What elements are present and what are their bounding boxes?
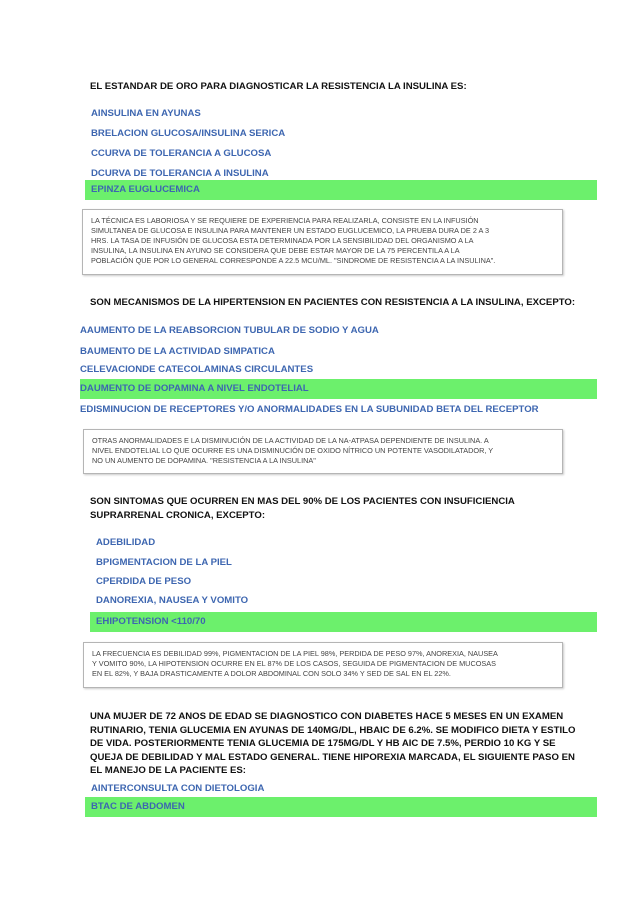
explanation-line: HRS. LA TASA DE INFUSIÓN DE GLUCOSA ESTA DETERMINADA POR LA SENSIBILIDAD DEL ORGANISMO A LA — [91, 235, 474, 245]
question-1-option-a[interactable]: AINSULINA EN AYUNAS — [91, 108, 201, 119]
question-line: QUEJA DE DEBILIDAD Y MAL ESTADO GENERAL. TIENE HIPOREXIA MARCADA, EL SIGUIENTE PASO EN — [90, 751, 575, 763]
question-2-option-a[interactable]: AAUMENTO DE LA REABSORCION TUBULAR DE SODIO Y AGUA — [80, 325, 379, 336]
question-4-option-a[interactable]: AINTERCONSULTA CON DIETOLOGIA — [91, 783, 265, 794]
question-line: UNA MUJER DE 72 ANOS DE EDAD SE DIAGNOSTICO CON DIABETES HACE 5 MESES EN UN EXAMEN — [90, 711, 564, 722]
question-2-option-c[interactable]: CELEVACIONDE CATECOLAMINAS CIRCULANTES — [80, 364, 314, 375]
question-1-option-e-correct[interactable]: EPINZA EUGLUCEMICA — [85, 180, 597, 200]
question-1-option-b[interactable]: BRELACION GLUCOSA/INSULINA SERICA — [91, 128, 286, 139]
question-1-explanation — [82, 209, 563, 275]
question-4-text — [90, 710, 575, 778]
explanation-line: NIVEL ENDOTELIAL LO QUE OCURRE ES UNA DISMINUCIÓN DE OXIDO NÍTRICO UN POTENTE VASODILATADOR, Y — [92, 445, 494, 455]
question-line: DE VIDA. POSTERIORMENTE TENIA GLUCEMIA DE 175MG/DL Y HB AIC DE 7.5%, PERDIO 10 KG Y SE — [90, 738, 556, 749]
explanation-line: INSULINA, LA INSULINA EN AYUNO SE CONSIDERA QUE DEBE ESTAR MAYOR DE LA 75 PERCENTILA A LA — [91, 245, 460, 255]
question-3-text — [90, 495, 515, 522]
question-2-option-d-correct[interactable]: DAUMENTO DE DOPAMINA A NIVEL ENDOTELIAL — [80, 379, 597, 399]
explanation-line: LA TÉCNICA ES LABORIOSA Y SE REQUIERE DE EXPERIENCIA PARA REALIZARLA, CONSISTE EN LA INFUSIÓN — [91, 216, 479, 225]
explanation-line: POBLACIÓN QUE POR LO GENERAL CORRESPONDE A 22.5 MCU/ML. "SINDROME DE RESISTENCIA A LA INSULINA". — [91, 255, 496, 265]
question-2-explanation — [83, 429, 563, 474]
question-3-option-a[interactable]: ADEBILIDAD — [96, 537, 156, 548]
question-line: EL MANEJO DE LA PACIENTE ES: — [90, 765, 247, 776]
explanation-line: LA FRECUENCIA ES DEBILIDAD 99%, PIGMENTACION DE LA PIEL 98%, PERDIDA DE PESO 97%, ANOREXIA, NAUSEA — [92, 649, 498, 658]
question-2-text: SON MECANISMOS DE LA HIPERTENSION EN PACIENTES CON RESISTENCIA A LA INSULINA, EXCEPTO: — [90, 297, 576, 308]
question-4-option-b-correct[interactable]: BTAC DE ABDOMEN — [85, 797, 597, 817]
explanation-line: Y VOMITO 90%, LA HIPOTENSION OCURRE EN EL 87% DE LOS CASOS, SEGUIDA DE PIGMENTACION DE MUCOSAS — [92, 658, 496, 668]
explanation-line: SIMULTANEA DE GLUCOSA E INSULINA PARA MANTENER UN ESTADO EUGLUCEMICO, LA PRUEBA DURA DE 2 A 3 — [91, 225, 490, 235]
question-1-option-c[interactable]: CCURVA DE TOLERANCIA A GLUCOSA — [91, 148, 272, 159]
question-line: SON SINTOMAS QUE OCURREN EN MAS DEL 90% DE LOS PACIENTES CON INSUFICIENCIA — [90, 496, 515, 507]
question-2-option-e[interactable]: EDISMINUCION DE RECEPTORES Y/O ANORMALIDADES EN LA SUBUNIDAD BETA DEL RECEPTOR — [80, 404, 539, 415]
question-1-option-d[interactable]: DCURVA DE TOLERANCIA A INSULINA — [91, 168, 269, 179]
explanation-line: EN EL 82%, Y BAJA DRASTICAMENTE A DOLOR ABDOMINAL CON SOLO 34% Y SED DE SAL EN EL 22%. — [92, 668, 451, 678]
question-2-option-b[interactable]: BAUMENTO DE LA ACTIVIDAD SIMPATICA — [80, 346, 275, 357]
explanation-line: OTRAS ANORMALIDADES E LA DISMINUCIÓN DE LA ACTIVIDAD DE LA NA-ATPASA DEPENDIENTE DE INSULINA. A — [92, 436, 489, 445]
question-3-option-d[interactable]: DANOREXIA, NAUSEA Y VOMITO — [96, 595, 249, 606]
question-line: RUTINARIO, TENIA GLUCEMIA EN AYUNAS DE 140MG/DL, HBAIC DE 6.2%. SE MODIFICO DIETA Y ESTILO — [90, 724, 576, 736]
question-3-option-b[interactable]: BPIGMENTACION DE LA PIEL — [96, 557, 232, 568]
question-3-option-c[interactable]: CPERDIDA DE PESO — [96, 576, 192, 587]
explanation-line: NO UN AUMENTO DE DOPAMINA. "RESISTENCIA A LA INSULINA" — [92, 455, 316, 465]
question-line: SUPRARRENAL CRONICA, EXCEPTO: — [90, 509, 266, 521]
question-1-text: EL ESTANDAR DE ORO PARA DIAGNOSTICAR LA RESISTENCIA LA INSULINA ES: — [90, 81, 467, 92]
question-3-explanation — [83, 642, 563, 688]
question-3-option-e-correct[interactable]: EHIPOTENSION <110/70 — [90, 612, 597, 632]
